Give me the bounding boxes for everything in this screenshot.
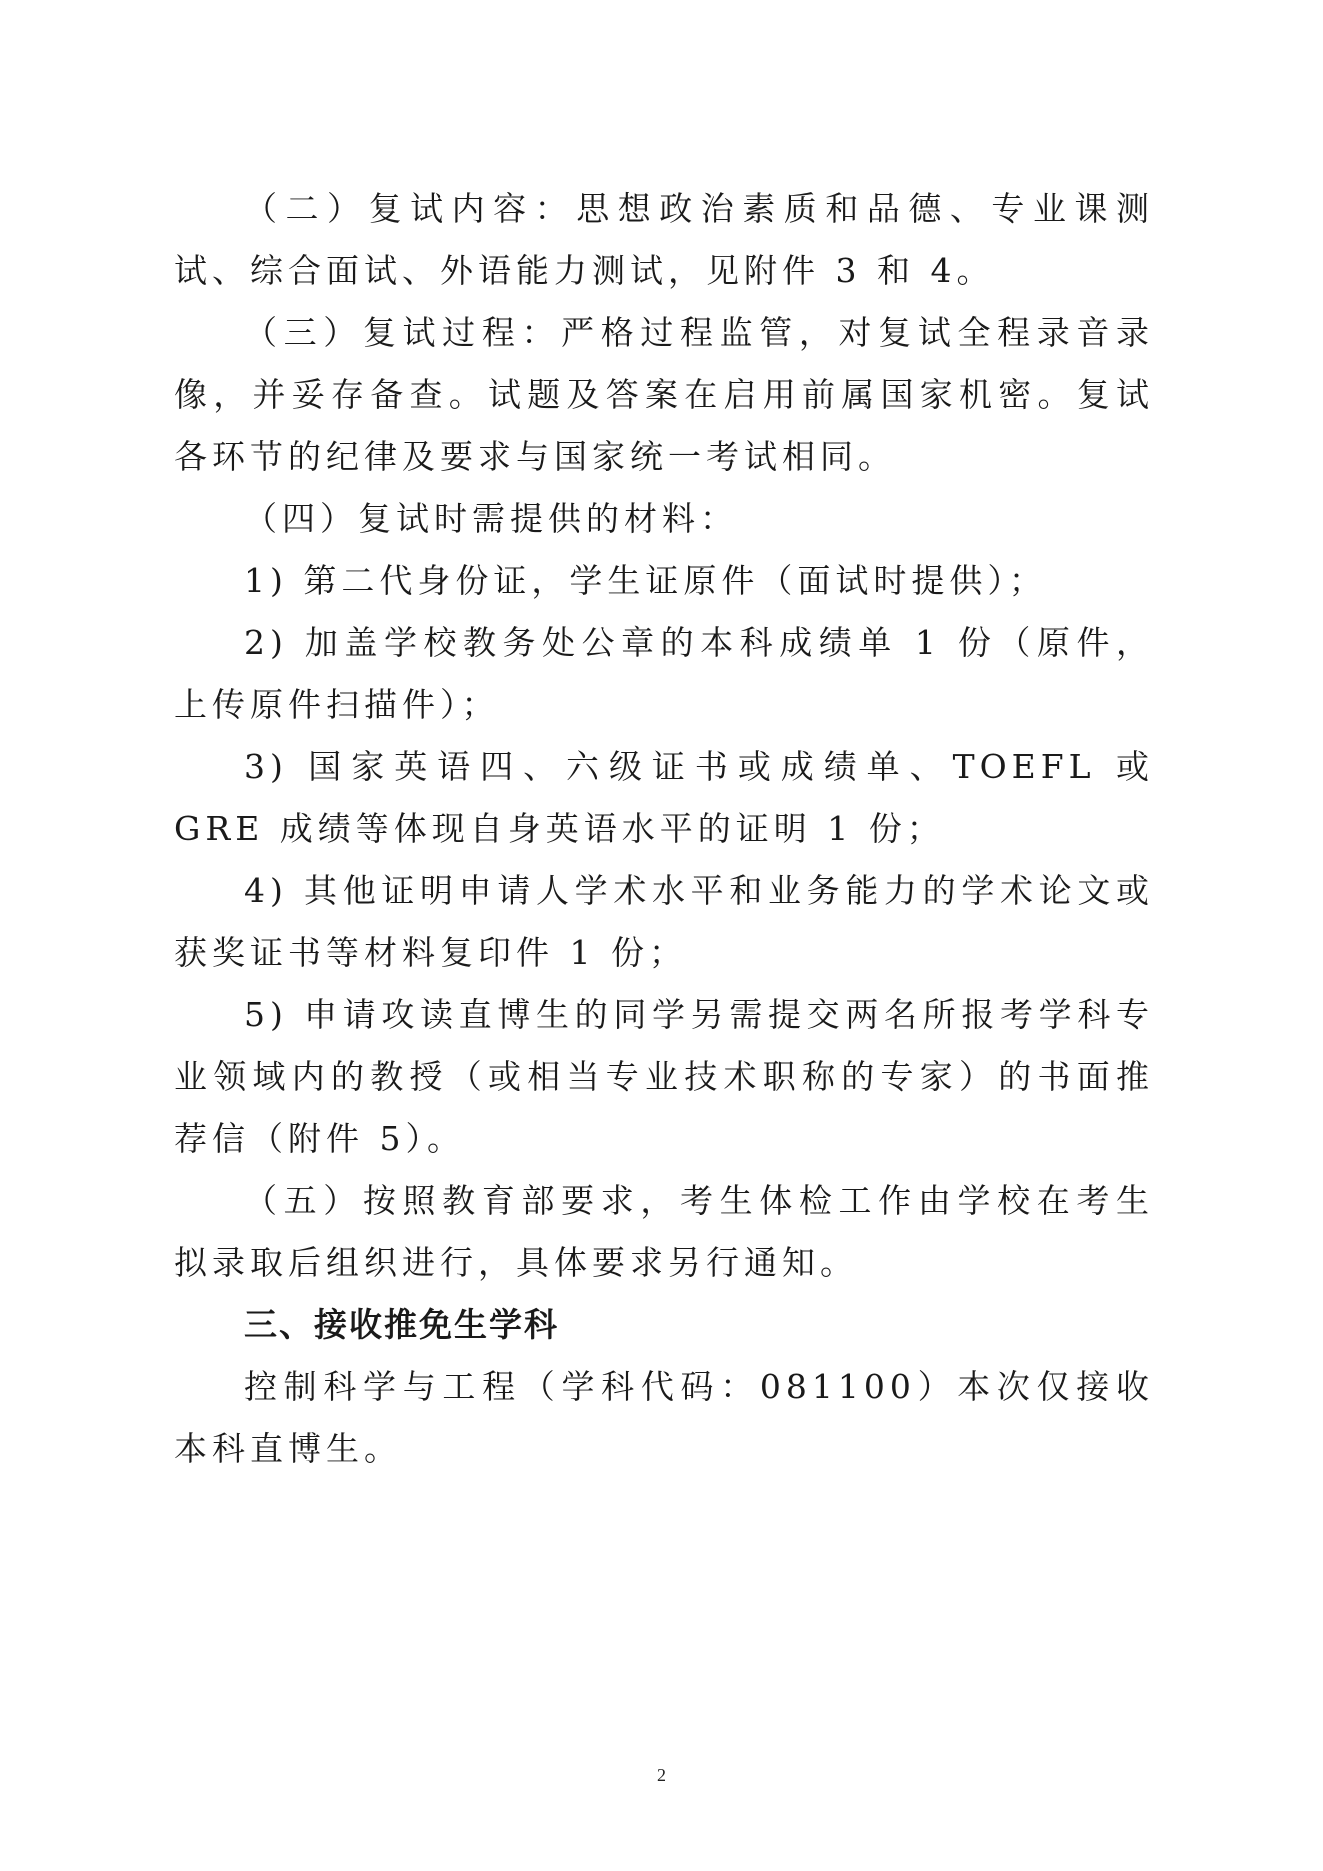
list-item-material-3: 3) 国家英语四、六级证书或成绩单、TOEFL 或 GRE 成绩等体现自身英语水平的证明 1 份； (174, 747, 1154, 848)
paragraph-retest-process: （三）复试过程：严格过程监管，对复试全程录音录像，并妥存备查。试题及答案在启用前属国家机密。复试各环节的纪律及要求与国家统一考试相同。 (174, 313, 1154, 476)
paragraph-required-materials: （四）复试时需提供的材料： (244, 499, 738, 538)
list-item-material-4: 4) 其他证明申请人学术水平和业务能力的学术论文或获奖证书等材料复印件 1 份； (174, 871, 1154, 972)
list-item-material-1: 1) 第二代身份证，学生证原件（面试时提供）； (244, 561, 1047, 600)
paragraph-retest-content: （二）复试内容：思想政治素质和品德、专业课测试、综合面试、外语能力测试，见附件 3 和 4。 (174, 189, 1154, 290)
page-number: 2 (657, 1765, 666, 1785)
paragraph-disciplines: 控制科学与工程（学科代码：081100）本次仅接收本科直博生。 (174, 1367, 1154, 1468)
section-heading: 三、接收推免生学科 (244, 1305, 559, 1344)
document-body (174, 178, 1154, 1480)
paragraph-physical-exam: （五）按照教育部要求，考生体检工作由学校在考生拟录取后组织进行，具体要求另行通知。 (174, 1181, 1154, 1282)
list-item-material-2: 2) 加盖学校教务处公章的本科成绩单 1 份（原件，上传原件扫描件）； (174, 623, 1154, 724)
list-item-material-5: 5) 申请攻读直博生的同学另需提交两名所报考学科专业领域内的教授（或相当专业技术职称的专家）的书面推荐信（附件 5）。 (174, 995, 1154, 1158)
